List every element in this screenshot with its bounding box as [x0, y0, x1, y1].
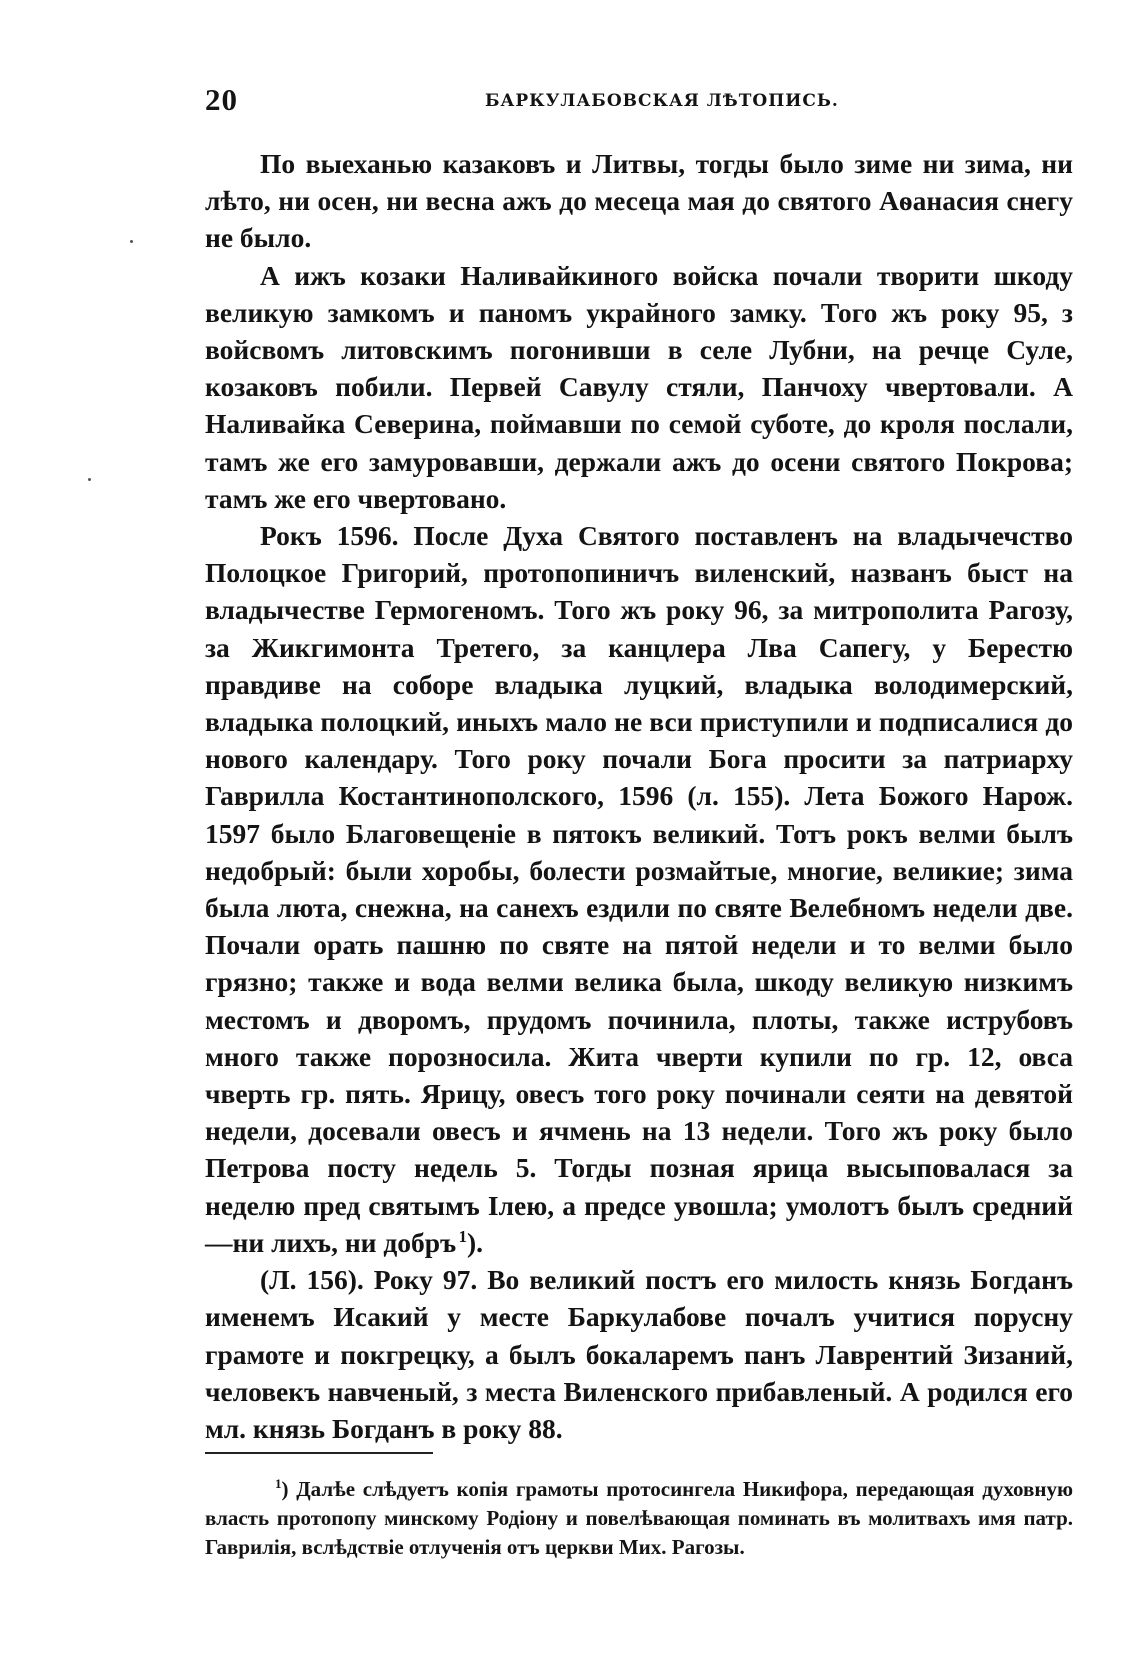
footnote-divider — [205, 1452, 433, 1454]
paragraph-2-text: А ижъ козаки Наливайкиного войска почали творити шкоду великую замкомъ и паномъ украйного замку. Того жъ року 95, з войсвомъ литовскимъ погонивши в селе Лубни, на речце Суле, козаковъ побили. Первей Савулу стяли, Панчоху чвертовали. А Наливайка Северина, поймавши по семой суботе, до кроля послали, тамъ же его замуровавши, держали ажъ до осени святого Покрова; тамъ же его чвертовано. — [205, 259, 1073, 514]
paragraph-3-text: Рокъ 1596. После Духа Святого поставленъ на владычечство Полоцкое Григорий, протопопиничъ виленский, названъ быст на владычестве Гермогеномъ. Того жъ року 96, за митрополита Рагозу, за Жикгимонта Третего, за канцлера Лва Сапегу, у Берестю правдиве на соборе владыка луцкий, владыка володимерский, владыка полоцкий, иныхъ мало не вси приступили и подписалися до нового календару. Того року почали Бога просити за патриарху Гаврилла Костантинополского, 1596 (л. 155). Лета Божого Нарож. 1597 было Благовещеніе в пятокъ великий. Тотъ рокъ велми былъ недобрый: были хоробы, болести розмайтые, многие, великие; зима была люта, снежна, на санехъ ездили по святе Велебномъ недели две. Почали орать пашню по святе на пятой недели и то велми было грязно; также и вода велми велика была, шкоду великую низкимъ местомъ и дворомъ, прудомъ починила, плоты, также иструбовъ много также порозносила. Жита чверти купили по гр. 12, овса чверть гр. пять. Ярицу, овесъ того року починали сеяти на девятой недели, досевали овесъ и ячмень на 13 недели. Того жъ року было Петрова посту недель 5. Тогды позная ярица высыповалася за неделю пред святымъ Ілею, а предсе увошла; умолотъ былъ средний—ни лихъ, ни добръ — [205, 520, 1073, 1258]
paragraph-4-text: (Л. 156). Року 97. Во великий постъ его милость князь Богданъ именемъ Исакий у месте Баркулабове почалъ учитися порусну грамоте и покгрецку, а былъ бокаларемъ панъ Лаврентий Зизаний, человекъ навченый, з места Виленского прибавленый. А родился его мл. князь Богданъ в року 88. — [205, 1264, 1073, 1444]
footnote-number-suffix: ) — [281, 1477, 289, 1501]
paragraph-1-text: По выеханью казаковъ и Литвы, тогды было зиме ни зима, ни лѣто, ни осен, ни весна ажъ до месеца мая до святого Аѳанасия снегу не было. — [205, 148, 1073, 254]
footnote-marker: 1 — [458, 1226, 467, 1246]
running-title: БАРКУЛАБОВСКАЯ ЛѢТОПИСЬ. — [485, 91, 839, 111]
scan-speck — [130, 240, 133, 243]
paragraph-1 — [205, 145, 1073, 257]
scan-speck — [88, 478, 91, 481]
paragraph-3 — [205, 517, 1073, 1261]
running-header — [205, 82, 1075, 122]
footnote-number: 1 — [275, 1476, 282, 1491]
page-number: 20 — [205, 82, 238, 117]
paragraph-3-tail: ). — [466, 1226, 483, 1258]
paragraph-4 — [205, 1261, 1073, 1447]
main-text — [205, 145, 1073, 1447]
footnote — [205, 1475, 1073, 1562]
paragraph-2 — [205, 257, 1073, 517]
footnote-text: Далѣе слѣдуетъ копія грамоты протосингела Никифора, передающая духовную власть протопопу минскому Родіону и повелѣвающая поминать въ молитвахъ имя патр. Гаврилія, вслѣдствіе отлученія отъ церкви Мих. Рагозы. — [205, 1477, 1073, 1559]
